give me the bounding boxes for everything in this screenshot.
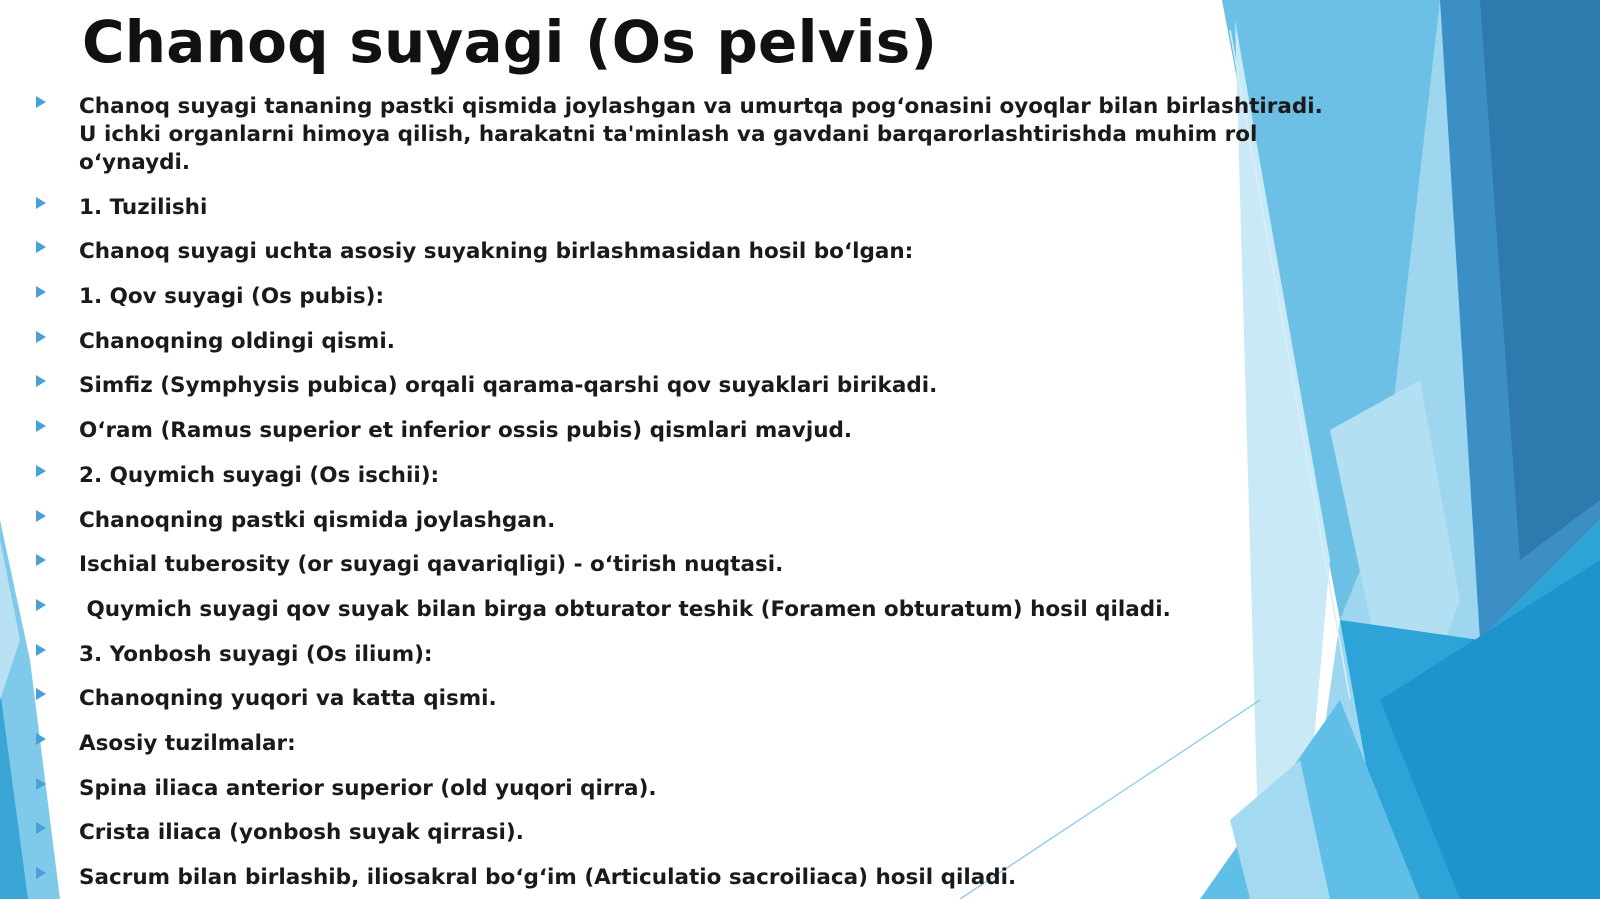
- bullet-text: Chanoq suyagi tananing pastki qismida joylashgan va umurtqa pog‘onasini oyoqlar bilan birlashtiradi. U ichki organlarni himoya qilish, harakatni ta'minlash va gavdani barqarorlashtirishda muhim rol o‘ynaydi.: [79, 94, 1323, 175]
- triangle-bullet-icon: [36, 778, 46, 790]
- bullet-text: Chanoqning pastki qismida joylashgan.: [79, 507, 556, 533]
- bullet-item: [30, 685, 1330, 713]
- bullet-item: [30, 730, 1330, 758]
- bullet-item: [30, 551, 1330, 579]
- bullet-item: [30, 596, 1330, 624]
- triangle-bullet-icon: [36, 96, 46, 108]
- bullet-text: Asosiy tuzilmalar:: [79, 730, 296, 756]
- triangle-bullet-icon: [36, 465, 46, 477]
- bullet-item: [30, 372, 1330, 400]
- bullet-text: 3. Yonbosh suyagi (Os ilium):: [79, 641, 433, 667]
- bullet-item: [30, 283, 1330, 311]
- bullet-item: [30, 819, 1330, 847]
- bullet-text: 2. Quymich suyagi (Os ischii):: [79, 462, 440, 488]
- triangle-bullet-icon: [36, 241, 46, 253]
- bullet-text: Chanoqning oldingi qismi.: [79, 328, 395, 354]
- triangle-bullet-icon: [36, 197, 46, 209]
- triangle-bullet-icon: [36, 554, 46, 566]
- bullet-text: Spina iliaca anterior superior (old yuqori qirra).: [79, 775, 657, 801]
- triangle-bullet-icon: [36, 688, 46, 700]
- triangle-bullet-icon: [36, 331, 46, 343]
- bullet-item: [30, 641, 1330, 669]
- triangle-bullet-icon: [36, 733, 46, 745]
- bullet-item: [30, 93, 1330, 177]
- bullet-list: [30, 93, 1330, 892]
- bullet-item: [30, 864, 1330, 892]
- bullet-item: [30, 775, 1330, 803]
- bullet-text: Chanoq suyagi uchta asosiy suyakning birlashmasidan hosil bo‘lgan:: [79, 239, 914, 265]
- triangle-bullet-icon: [36, 599, 46, 611]
- triangle-bullet-icon: [36, 510, 46, 522]
- triangle-bullet-icon: [36, 867, 46, 879]
- bullet-item: [30, 194, 1330, 222]
- triangle-bullet-icon: [36, 286, 46, 298]
- triangle-bullet-icon: [36, 822, 46, 834]
- bullet-item: [30, 462, 1330, 490]
- bullet-text: Crista iliaca (yonbosh suyak qirrasi).: [79, 820, 524, 846]
- triangle-bullet-icon: [36, 420, 46, 432]
- bullet-text: Sacrum bilan birlashib, iliosakral bo‘g‘im (Articulatio sacroiliaca) hosil qiladi.: [79, 865, 1017, 890]
- bullet-text: O‘ram (Ramus superior et inferior ossis pubis) qismlari mavjud.: [79, 418, 853, 444]
- bullet-text: Quymich suyagi qov suyak bilan birga obturator teshik (Foramen obturatum) hosil qiladi.: [79, 596, 1171, 622]
- bullet-text: Chanoqning yuqori va katta qismi.: [79, 686, 497, 712]
- bullet-item: [30, 328, 1330, 356]
- bullet-text: Ischial tuberosity (or suyagi qavariqligi) - o‘tirish nuqtasi.: [79, 552, 784, 578]
- bullet-text: Simfiz (Symphysis pubica) orqali qarama-qarshi qov suyaklari birikadi.: [79, 373, 938, 399]
- bullet-text: 1. Tuzilishi: [79, 194, 208, 220]
- bullet-item: [30, 507, 1330, 535]
- triangle-bullet-icon: [36, 375, 46, 387]
- triangle-bullet-icon: [36, 644, 46, 656]
- bullet-item: [30, 417, 1330, 445]
- bullet-text: 1. Qov suyagi (Os pubis):: [79, 284, 385, 310]
- slide-title: Chanoq suyagi (Os pelvis): [82, 8, 938, 76]
- bullet-item: [30, 238, 1330, 266]
